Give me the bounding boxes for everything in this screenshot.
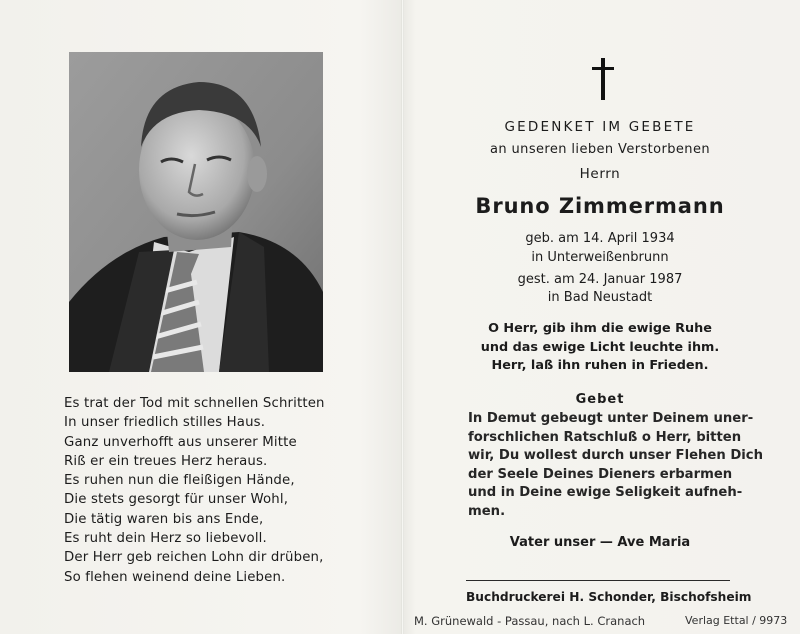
divider [466,580,730,581]
gebet-line: wir, Du wollest durch unser Flehen Dich [468,448,764,464]
poem-line: Der Herr geb reichen Lohn dir drüben, [64,550,324,566]
image-credit: M. Grünewald - Passau, nach L. Cranach [414,614,646,628]
poem-line: Ganz unverhofft aus unserer Mitte [64,434,297,450]
gebet-line: forschlichen Ratschluß o Herr, bitten [468,429,742,445]
poem-line: Es trat der Tod mit schnellen Schritten [64,396,325,411]
gebet-line: In Demut gebeugt unter Deinem uner- [468,411,754,426]
prayer-line: und das ewige Licht leuchte ihm. [480,339,720,355]
deceased-name: Bruno Zimmermann [475,194,725,218]
publisher-credit: Verlag Ettal / 9973 [685,614,788,627]
latin-cross-icon [590,58,616,100]
poem-line: So flehen weinend deine Lieben. [64,569,286,585]
prayer-line: O Herr, gib ihm die ewige Ruhe [488,321,712,336]
closing-prayer: Vater unser — Ave Maria [509,535,691,550]
poem [64,394,364,587]
printer-credit: Buchdruckerei H. Schonder, Bischofsheim [466,590,752,604]
death-date: gest. am 24. Januar 1987 [517,272,683,287]
poem-line: Die tätig waren bis ans Ende, [64,511,264,527]
prayer-line: Herr, laß ihn ruhen in Frieden. [491,358,709,373]
remembrance-heading: GEDENKET IM GEBETE [504,119,696,135]
gebet-title: Gebet [575,392,625,407]
salutation: Herrn [579,166,621,182]
gebet-line: men. [468,503,506,519]
card-fold [401,0,404,634]
portrait-photo [69,52,323,372]
death-place: in Bad Neustadt [547,290,653,305]
gebet-text [468,410,764,522]
poem-line: In unser friedlich stilles Haus. [64,415,266,431]
gebet-line: und in Deine ewige Seligkeit aufneh- [468,485,743,501]
prayer [410,320,790,376]
intro-line: an unseren lieben Verstorbenen [490,142,710,157]
gebet-line: der Seele Deines Dieners erbarmen [468,466,733,482]
poem-line: Es ruht dein Herz so liebevoll. [64,531,267,547]
poem-line: Riß er ein treues Herz heraus. [64,453,268,469]
birth-place: in Unterweißenbrunn [531,250,669,265]
birth-date: geb. am 14. April 1934 [525,231,675,246]
poem-line: Es ruhen nun die fleißigen Hände, [64,473,295,489]
poem-line: Die stets gesorgt für unser Wohl, [64,492,289,508]
